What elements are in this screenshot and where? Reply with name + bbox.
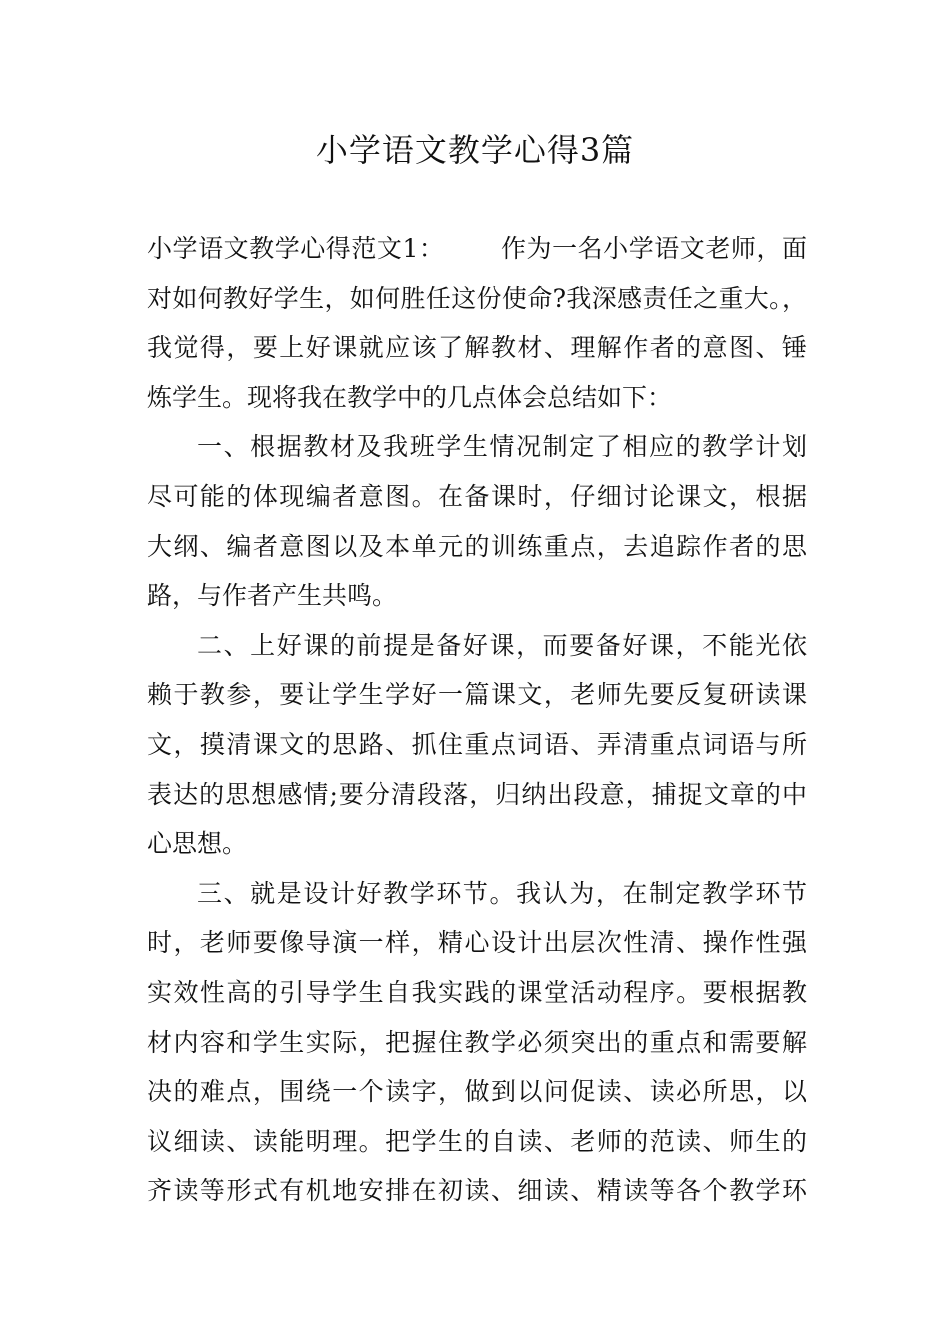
paragraph-line: 我觉得，要上好课就应该了解教材、理解作者的意图、锤 [147,333,807,363]
document-body [147,224,807,1216]
paragraph-line: 尽可能的体现编者意图。在备课时，仔细讨论课文，根据 [147,481,807,511]
paragraph-line: 齐读等形式有机地安排在初读、细读、精读等各个教学环 [147,1176,807,1206]
text-run: 作为一名小学语文老师，面 [500,234,807,263]
paragraph-line: 路，与作者产生共鸣。 [147,581,398,611]
document-title: 小学语文教学心得3篇 [315,131,635,169]
paragraph-line: 时，老师要像导演一样，精心设计出层次性清、操作性强 [147,928,807,958]
paragraph-line: 对如何教好学生，如何胜任这份使命?我深感责任之重大。， [147,283,807,313]
paragraph-line: 文，摸清课文的思路、抓住重点词语、弄清重点词语与所 [147,729,807,759]
paragraph-line: 炼学生。现将我在教学中的几点体会总结如下： [147,382,673,412]
paragraph-line: 决的难点，围绕一个读字，做到以问促读、读必所思，以 [147,1077,807,1107]
paragraph-line: 三、就是设计好教学环节。我认为，在制定教学环节 [197,878,807,908]
paragraph-line: 二、上好课的前提是备好课，而要备好课，不能光依 [197,630,807,660]
section-heading: 小学语文教学心得范文1： [147,234,445,263]
paragraph-line: 赖于教参，要让学生学好一篇课文，老师先要反复研读课 [147,680,807,710]
paragraph-line [147,224,807,274]
paragraph-line: 心思想。 [147,829,248,859]
paragraph-line: 议细读、读能明理。把学生的自读、老师的范读、师生的 [147,1126,807,1156]
paragraph-line: 表达的思想感情;要分清段落，归纳出段意，捕捉文章的中 [147,779,807,809]
paragraph-line: 一、根据教材及我班学生情况制定了相应的教学计划 [197,432,807,462]
paragraph-line: 实效性高的引导学生自我实践的课堂活动程序。要根据教 [147,977,807,1007]
paragraph-line: 大纲、编者意图以及本单元的训练重点，去追踪作者的思 [147,531,807,561]
paragraph-line: 材内容和学生实际，把握住教学必须突出的重点和需要解 [147,1027,807,1057]
